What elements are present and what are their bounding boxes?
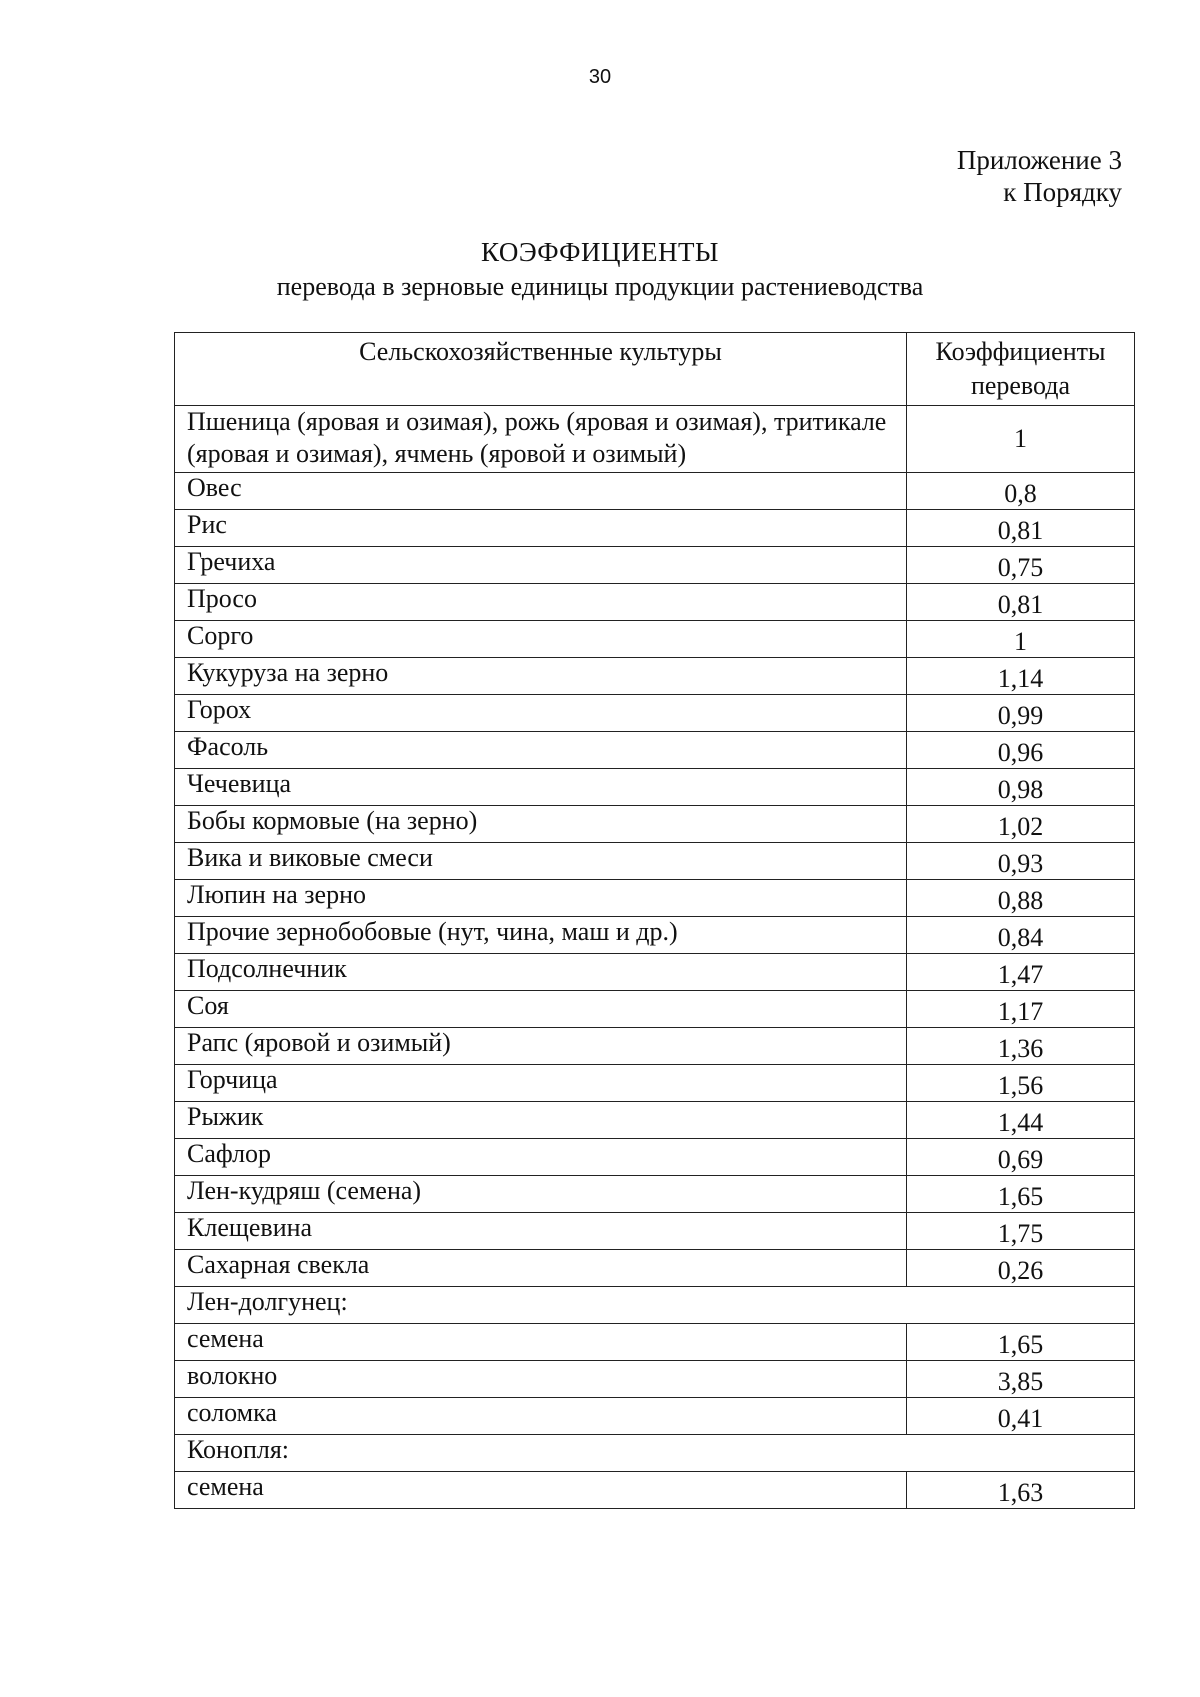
- table-row: [175, 917, 1135, 954]
- crop-name-cell: Рыжик: [175, 1102, 907, 1139]
- coefficient-cell: 0,84: [907, 917, 1135, 954]
- crop-name-cell: Люпин на зерно: [175, 880, 907, 917]
- table-row: [175, 658, 1135, 695]
- coefficient-cell: 0,75: [907, 547, 1135, 584]
- coefficient-cell: 0,69: [907, 1139, 1135, 1176]
- crop-name-cell: волокно: [175, 1361, 907, 1398]
- table-header-row: [175, 333, 1135, 406]
- table-row: [175, 1472, 1135, 1509]
- coefficient-cell: 1,17: [907, 991, 1135, 1028]
- table-row: [175, 695, 1135, 732]
- coefficient-cell: 1,44: [907, 1102, 1135, 1139]
- document-title: КОЭФФИЦИЕНТЫ: [481, 237, 719, 267]
- table-row: [175, 1028, 1135, 1065]
- table-row: [175, 584, 1135, 621]
- coefficient-cell: 3,85: [907, 1361, 1135, 1398]
- coefficient-cell: 1,47: [907, 954, 1135, 991]
- coefficient-cell: 0,26: [907, 1250, 1135, 1287]
- crop-name-cell: Клещевина: [175, 1213, 907, 1250]
- section-header-row: [175, 1287, 1135, 1324]
- section-title: Конопля:: [175, 1435, 1135, 1472]
- crop-name-cell: Овес: [175, 473, 907, 510]
- table-row: [175, 1361, 1135, 1398]
- table-row: [175, 1176, 1135, 1213]
- crop-name-cell: Рапс (яровой и озимый): [175, 1028, 907, 1065]
- coefficient-cell: 0,99: [907, 695, 1135, 732]
- header-crops: Сельскохозяйственные культуры: [175, 333, 907, 406]
- table-row: [175, 406, 1135, 473]
- table-row: [175, 769, 1135, 806]
- table-row: [175, 1139, 1135, 1176]
- document-subtitle: перевода в зерновые единицы продукции растениеводства: [276, 272, 924, 301]
- table-row: [175, 473, 1135, 510]
- table-row: [175, 843, 1135, 880]
- coefficient-cell: 0,96: [907, 732, 1135, 769]
- crop-name-cell: Вика и виковые смеси: [175, 843, 907, 880]
- coefficient-cell: 0,8: [907, 473, 1135, 510]
- table-row: [175, 621, 1135, 658]
- section-title: Лен-долгунец:: [175, 1287, 1135, 1324]
- crop-name-cell: Подсолнечник: [175, 954, 907, 991]
- table-row: [175, 510, 1135, 547]
- crop-name-cell: Прочие зернобобовые (нут, чина, маш и др.): [175, 917, 907, 954]
- crop-name-cell: соломка: [175, 1398, 907, 1435]
- crop-name-cell: Чечевица: [175, 769, 907, 806]
- crop-name-cell: семена: [175, 1324, 907, 1361]
- coefficient-cell: 0,41: [907, 1398, 1135, 1435]
- crop-name-cell: Горох: [175, 695, 907, 732]
- coefficient-cell: 1: [907, 621, 1135, 658]
- table-row: [175, 991, 1135, 1028]
- crop-name-cell: Сорго: [175, 621, 907, 658]
- coefficient-cell: 1,56: [907, 1065, 1135, 1102]
- table-row: [175, 1065, 1135, 1102]
- coefficient-cell: 0,98: [907, 769, 1135, 806]
- crop-name-cell: Лен-кудряш (семена): [175, 1176, 907, 1213]
- crop-name-cell: Бобы кормовые (на зерно): [175, 806, 907, 843]
- coefficient-cell: 1,02: [907, 806, 1135, 843]
- table-row: [175, 1213, 1135, 1250]
- table-row: [175, 732, 1135, 769]
- coefficient-cell: 0,81: [907, 510, 1135, 547]
- coefficient-cell: 0,93: [907, 843, 1135, 880]
- coefficient-cell: 1,14: [907, 658, 1135, 695]
- appendix-reference: [957, 144, 1122, 208]
- coefficient-cell: 1,65: [907, 1324, 1135, 1361]
- table-row: [175, 547, 1135, 584]
- crop-name-cell: Рис: [175, 510, 907, 547]
- crop-name-cell: Сафлор: [175, 1139, 907, 1176]
- crop-name-cell: Пшеница (яровая и озимая), рожь (яровая и озимая), тритикале (яровая и озимая), ячмень (яровой и озимый): [175, 406, 907, 473]
- crop-name-cell: семена: [175, 1472, 907, 1509]
- crop-name-cell: Просо: [175, 584, 907, 621]
- coefficients-table: [174, 332, 1135, 1509]
- header-coefficient: Коэффициенты перевода: [907, 333, 1135, 406]
- table-row: [175, 1250, 1135, 1287]
- coefficient-cell: 0,88: [907, 880, 1135, 917]
- coefficient-cell: 0,81: [907, 584, 1135, 621]
- table-row: [175, 1398, 1135, 1435]
- crop-name-cell: Соя: [175, 991, 907, 1028]
- crop-name-cell: Сахарная свекла: [175, 1250, 907, 1287]
- crop-name-cell: Гречиха: [175, 547, 907, 584]
- appendix-line-1: Приложение 3: [956, 145, 1122, 175]
- section-header-row: [175, 1435, 1135, 1472]
- table-row: [175, 1324, 1135, 1361]
- table-row: [175, 806, 1135, 843]
- coefficient-cell: 1,75: [907, 1213, 1135, 1250]
- coefficient-cell: 1: [907, 406, 1135, 473]
- crop-name-cell: Кукуруза на зерно: [175, 658, 907, 695]
- coefficient-cell: 1,65: [907, 1176, 1135, 1213]
- table-row: [175, 880, 1135, 917]
- crop-name-cell: Фасоль: [175, 732, 907, 769]
- page-number: 30: [588, 66, 612, 88]
- table-row: [175, 1102, 1135, 1139]
- coefficient-cell: 1,63: [907, 1472, 1135, 1509]
- crop-name-cell: Горчица: [175, 1065, 907, 1102]
- coefficient-cell: 1,36: [907, 1028, 1135, 1065]
- table-row: [175, 954, 1135, 991]
- appendix-line-2: к Порядку: [1003, 177, 1122, 207]
